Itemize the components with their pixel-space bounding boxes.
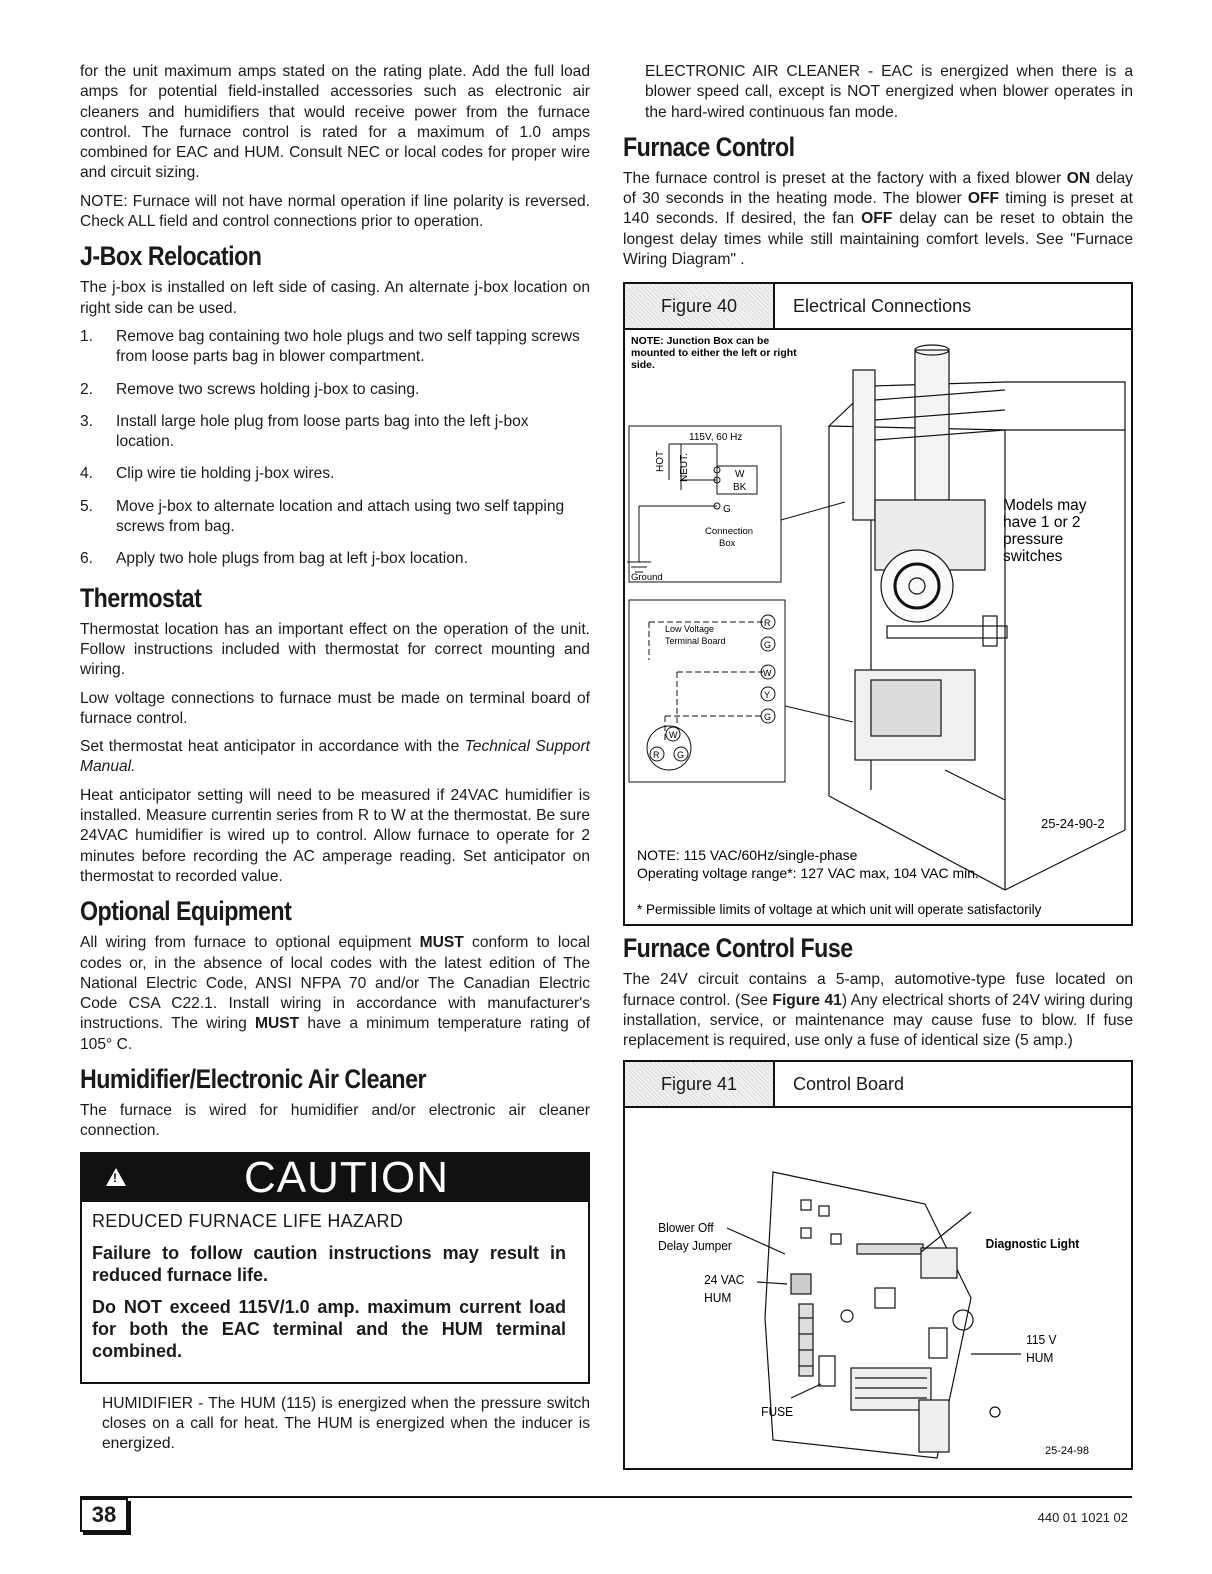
caution-message-2: Do NOT exceed 115V/1.0 amp. maximum current load for both the EAC terminal and the HUM terminal combined. bbox=[92, 1296, 566, 1361]
optional-paragraph: All wiring from furnace to optional equipment MUST conform to local codes or, in the absence of local codes with the latest edition of The National Electric Code, ANSI NFPA 70 and/or The Canadian Electric Code CSA C22.1. Install wiring in accordance with manufacturer's instructions. The wiring MUST have a minimum temperature rating of 105° C. bbox=[80, 934, 591, 1053]
caution-hazard: REDUCED FURNACE LIFE HAZARD bbox=[92, 1210, 404, 1231]
svg-text:115 V: 115 V bbox=[1026, 1332, 1057, 1347]
furnace-control-paragraph: The furnace control is preset at the factory with a fixed blower ON delay of 30 seconds in the heating mode. The blower OFF timing is preset at 140 seconds. If desired, the fan OFF delay can be reset to obtain the longest delay times while still maintaining comfort levels. See "Furnace Wiring Diagram" . bbox=[623, 169, 1134, 269]
svg-text:pressure: pressure bbox=[1003, 531, 1064, 549]
svg-text:HOT: HOT bbox=[655, 451, 666, 473]
list-item: 2. Remove two screws holding j-box to casing. bbox=[80, 380, 420, 398]
list-item: 3. Install large hole plug from loose parts bag into the left j-box location. bbox=[80, 412, 529, 451]
svg-text:Models may: Models may bbox=[1003, 497, 1087, 515]
humidifier-p1: The furnace is wired for humidifier and/or electronic air cleaner connection. bbox=[80, 1101, 590, 1140]
svg-text:NOTE: 115 VAC/60Hz/single-phas: NOTE: 115 VAC/60Hz/single-phase bbox=[637, 847, 858, 864]
page-number: 38 bbox=[80, 1498, 128, 1532]
warning-triangle-icon: ! bbox=[106, 1168, 126, 1186]
polarity-note: NOTE: Furnace will not have normal operation if line polarity is reversed. Check ALL field and control connections prior to operation. bbox=[80, 192, 590, 231]
jbox-heading: J-Box Relocation bbox=[80, 241, 262, 272]
figure-41-tag: Figure 41 bbox=[625, 1062, 775, 1106]
right-column bbox=[623, 62, 1133, 1470]
svg-text:BK: BK bbox=[733, 482, 747, 494]
left-column bbox=[80, 62, 590, 1462]
furnace-illustration bbox=[829, 345, 1125, 890]
svg-text:have 1 or 2: have 1 or 2 bbox=[1003, 514, 1081, 532]
svg-text:NEUT.: NEUT. bbox=[679, 453, 690, 483]
jbox-steps bbox=[80, 327, 590, 570]
svg-text:Blower Off: Blower Off bbox=[658, 1220, 714, 1235]
thermostat-p4: Heat anticipator setting will need to be measured if 24VAC humidifier is installed. Measure currentin series from R to W at the thermostat. Be sure 24VAC humidifier is wired up to control. Allow furnace to operate for 2 minutes before recording the AC amperage reading. Set anticipator on thermostat to recorded value. bbox=[80, 786, 590, 885]
footer-rule bbox=[80, 1496, 1132, 1498]
svg-text:W: W bbox=[669, 730, 678, 741]
svg-text:Ground: Ground bbox=[631, 572, 663, 584]
svg-text:24 VAC: 24 VAC bbox=[704, 1272, 745, 1287]
svg-text:W: W bbox=[763, 668, 772, 679]
jbox-intro: The j-box is installed on left side of casing. An alternate j-box location on right side can be used. bbox=[80, 279, 590, 317]
fuse-heading: Furnace Control Fuse bbox=[623, 933, 853, 964]
svg-text:115V, 60 Hz: 115V, 60 Hz bbox=[689, 432, 743, 444]
control-board-diagram bbox=[625, 1108, 1131, 1466]
svg-text:G: G bbox=[764, 640, 772, 651]
svg-text:Box: Box bbox=[719, 538, 736, 550]
document-number: 440 01 1021 02 bbox=[1037, 1510, 1128, 1525]
svg-text:25-24-90-2: 25-24-90-2 bbox=[1041, 816, 1105, 832]
thermostat-heading: Thermostat bbox=[80, 582, 202, 613]
list-item: 4. Clip wire tie holding j-box wires. bbox=[80, 465, 335, 483]
figure-41 bbox=[623, 1060, 1133, 1470]
svg-text:NOTE: Junction Box can be: NOTE: Junction Box can be bbox=[631, 335, 770, 348]
svg-text:Diagnostic Light: Diagnostic Light bbox=[985, 1236, 1080, 1251]
svg-text:HUM: HUM bbox=[704, 1290, 732, 1305]
junction-box-wiring bbox=[627, 426, 845, 582]
svg-text:G: G bbox=[723, 504, 731, 516]
thermostat-p2: Low voltage connections to furnace must be made on terminal board of furnace control. bbox=[80, 689, 590, 727]
svg-text:side.: side. bbox=[631, 359, 655, 372]
eac-paragraph: ELECTRONIC AIR CLEANER - EAC is energized when there is a blower speed call, except is NOT energized when blower operates in the hard-wired continuous fan mode. bbox=[645, 63, 1133, 121]
furnace-control-heading: Furnace Control bbox=[623, 131, 795, 162]
svg-text:W: W bbox=[735, 469, 745, 481]
svg-text:Connection: Connection bbox=[705, 526, 754, 538]
figure-41-title: Control Board bbox=[793, 1073, 905, 1094]
svg-text:R: R bbox=[653, 750, 660, 761]
optional-heading: Optional Equipment bbox=[80, 896, 292, 927]
svg-text:* Permissible limits of voltag: * Permissible limits of voltage at which unit will operate satisfactorily bbox=[637, 902, 1042, 918]
caution-message-1: Failure to follow caution instructions may result in reduced furnace life. bbox=[92, 1242, 566, 1285]
svg-text:switches: switches bbox=[1003, 548, 1063, 566]
svg-text:G: G bbox=[764, 712, 772, 723]
thermostat-p1: Thermostat location has an important effect on the operation of the unit. Follow instructions included with thermostat for correct mounting and wiring. bbox=[80, 620, 590, 679]
caution-title: CAUTION bbox=[244, 1152, 449, 1202]
fuse-paragraph: The 24V circuit contains a 5-amp, automotive-type fuse located on furnace control. (See Figure 41) Any electrical shorts of 24V wiring during installation, service, or maintenance may cause fuse to blow. If fuse replacement is required, use only a fuse of identical size (5 amp.) bbox=[623, 971, 1133, 1050]
low-voltage-terminal-board bbox=[629, 600, 853, 782]
svg-text:R: R bbox=[764, 618, 771, 629]
figure-40-tag: Figure 40 bbox=[625, 284, 775, 328]
list-item: 5. Move j-box to alternate location and attach using two self tapping screws from bag. bbox=[80, 497, 565, 536]
figure-40-title: Electrical Connections bbox=[793, 296, 972, 317]
figure-40 bbox=[623, 282, 1133, 926]
svg-text:FUSE: FUSE bbox=[761, 1404, 794, 1419]
svg-text:Terminal Board: Terminal Board bbox=[665, 636, 726, 647]
thermostat-p3: Set thermostat heat anticipator in accordance with the Technical Support Manual. bbox=[80, 738, 590, 776]
humidifier-heading: Humidifier/Electronic Air Cleaner bbox=[80, 1063, 427, 1094]
svg-text:Low Voltage: Low Voltage bbox=[665, 624, 715, 635]
svg-text:HUM: HUM bbox=[1026, 1350, 1054, 1365]
svg-text:G: G bbox=[677, 750, 685, 761]
amps-paragraph: for the unit maximum amps stated on the rating plate. Add the full load amps for potential field-installed accessories such as electronic air cleaners and humidifiers that would receive power from the furnace control. The furnace control is rated for a maximum of 1.0 amps combined for EAC and HUM. Consult NEC or local codes for proper wire and circuit sizing. bbox=[80, 63, 590, 182]
svg-text:Operating voltage range*: 127: Operating voltage range*: 127 VAC max, 104 VAC min. bbox=[637, 865, 979, 882]
humidifier-paragraph: HUMIDIFIER - The HUM (115) is energized when the pressure switch closes on a call for heat. The HUM is energized when the inducer is energized. bbox=[102, 1394, 590, 1453]
list-item: 1. Remove bag containing two hole plugs and two self tapping screws from loose parts bag in blower compartment. bbox=[80, 327, 580, 366]
svg-text:Delay Jumper: Delay Jumper bbox=[658, 1238, 732, 1253]
svg-text:Y: Y bbox=[764, 690, 771, 701]
list-item: 6. Apply two hole plugs from bag at left j-box location. bbox=[80, 550, 468, 568]
svg-text:25-24-98: 25-24-98 bbox=[1045, 1444, 1090, 1457]
svg-text:mounted to either the left or: mounted to either the left or right bbox=[631, 347, 797, 360]
caution-box bbox=[80, 1152, 590, 1384]
electrical-connections-diagram bbox=[625, 330, 1131, 924]
caution-banner bbox=[82, 1154, 588, 1202]
